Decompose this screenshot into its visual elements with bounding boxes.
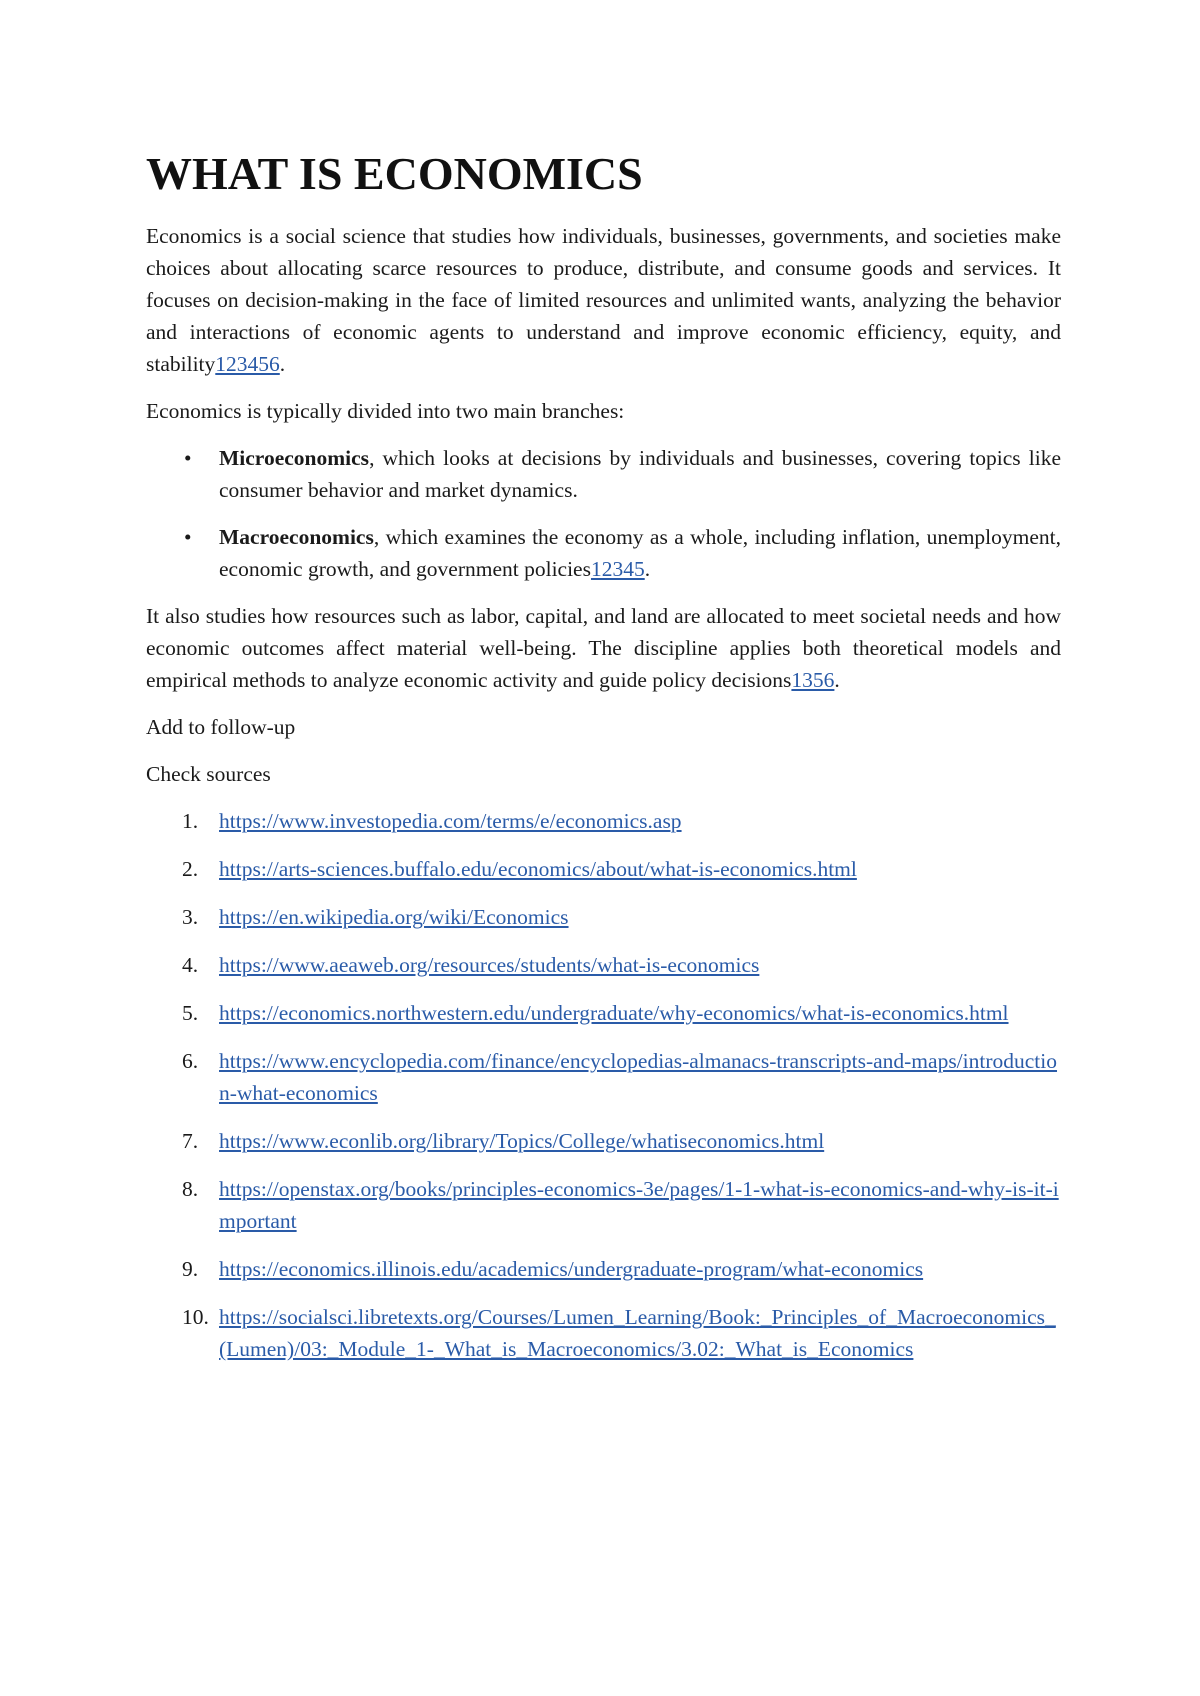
source-link[interactable]: https://economics.illinois.edu/academics/undergraduate-program/what-economics xyxy=(219,1257,924,1281)
list-item xyxy=(146,1173,1061,1237)
source-link[interactable]: https://socialsci.libretexts.org/Courses/Lumen_Learning/Book:_Principles_of_Macroeconomics_(Lumen)/03:_Module_1-_What_is_Macroeconomics/3.02:_What_is_Economics xyxy=(219,1305,1056,1361)
list-item xyxy=(146,997,1061,1029)
page-title: WHAT IS ECONOMICS xyxy=(146,148,643,199)
source-link[interactable]: https://openstax.org/books/principles-economics-3e/pages/1-1-what-is-economics-and-why-is-it-important xyxy=(219,1177,1059,1233)
also-text: It also studies how resources such as labor, capital, and land are allocated to meet societal needs and how economic outcomes affect material well-being. The discipline applies both theoretical models and empirical methods to analyze economic activity and guide policy decisions xyxy=(146,604,1061,692)
bullet-icon: • xyxy=(184,446,192,470)
source-number: 8. xyxy=(182,1177,199,1201)
branch-end: . xyxy=(644,557,651,581)
macro-citation-link[interactable]: 12345 xyxy=(590,557,645,581)
source-number: 1. xyxy=(182,809,199,833)
source-link[interactable]: https://www.econlib.org/library/Topics/College/whatiseconomics.html xyxy=(219,1129,825,1153)
also-end: . xyxy=(834,668,840,692)
source-number: 6. xyxy=(182,1049,199,1073)
source-number: 9. xyxy=(182,1257,199,1281)
source-number: 7. xyxy=(182,1129,199,1153)
also-citation-link[interactable]: 1356 xyxy=(791,668,835,692)
intro-citation-link[interactable]: 123456 xyxy=(215,352,280,376)
source-link[interactable]: https://en.wikipedia.org/wiki/Economics xyxy=(219,905,569,929)
intro-end: . xyxy=(279,352,286,376)
source-number: 3. xyxy=(182,905,199,929)
list-item-microeconomics xyxy=(146,442,1061,506)
source-number: 2. xyxy=(182,857,199,881)
branches-intro: Economics is typically divided into two main branches: xyxy=(146,399,625,423)
list-item-macroeconomics xyxy=(146,521,1061,585)
list-item xyxy=(146,901,1061,933)
list-item xyxy=(146,949,1061,981)
branch-term: Microeconomics xyxy=(219,446,370,470)
source-link[interactable]: https://economics.northwestern.edu/undergraduate/why-economics/what-is-economics.html xyxy=(219,1001,1009,1025)
bullet-icon: • xyxy=(184,525,192,549)
list-item xyxy=(146,1045,1061,1109)
check-sources-text: Check sources xyxy=(146,762,271,786)
branches-list xyxy=(146,442,1061,585)
source-link[interactable]: https://www.investopedia.com/terms/e/economics.asp xyxy=(219,809,682,833)
sources-list xyxy=(146,805,1061,1365)
also-paragraph xyxy=(146,600,1061,696)
branch-text: , which looks at decisions by individuals and businesses, covering topics like consumer behavior and market dynamics. xyxy=(219,446,1061,502)
list-item xyxy=(146,805,1061,837)
list-item xyxy=(146,1301,1061,1365)
intro-paragraph xyxy=(146,220,1061,380)
list-item xyxy=(146,1125,1061,1157)
branch-term: Macroeconomics xyxy=(219,525,374,549)
source-number: 4. xyxy=(182,953,199,977)
source-link[interactable]: https://www.aeaweb.org/resources/students/what-is-economics xyxy=(219,953,760,977)
follow-up-text: Add to follow-up xyxy=(146,715,296,739)
branch-text: , which examines the economy as a whole, including inflation, unemployment, economic growth, and government policies xyxy=(219,525,1061,581)
source-number: 5. xyxy=(182,1001,199,1025)
source-link[interactable]: https://www.encyclopedia.com/finance/encyclopedias-almanacs-transcripts-and-maps/introduction-what-economics xyxy=(219,1049,1058,1105)
document-page xyxy=(146,148,1061,1381)
source-number: 10. xyxy=(182,1305,209,1329)
intro-text: Economics is a social science that studies how individuals, businesses, governments, and societies make choices about allocating scarce resources to produce, distribute, and consume goods and services. It focuses on decision-making in the face of limited resources and unlimited wants, analyzing the behavior and interactions of economic agents to understand and improve economic efficiency, equity, and stability xyxy=(146,224,1061,376)
list-item xyxy=(146,853,1061,885)
source-link[interactable]: https://arts-sciences.buffalo.edu/economics/about/what-is-economics.html xyxy=(219,857,857,881)
list-item xyxy=(146,1253,1061,1285)
